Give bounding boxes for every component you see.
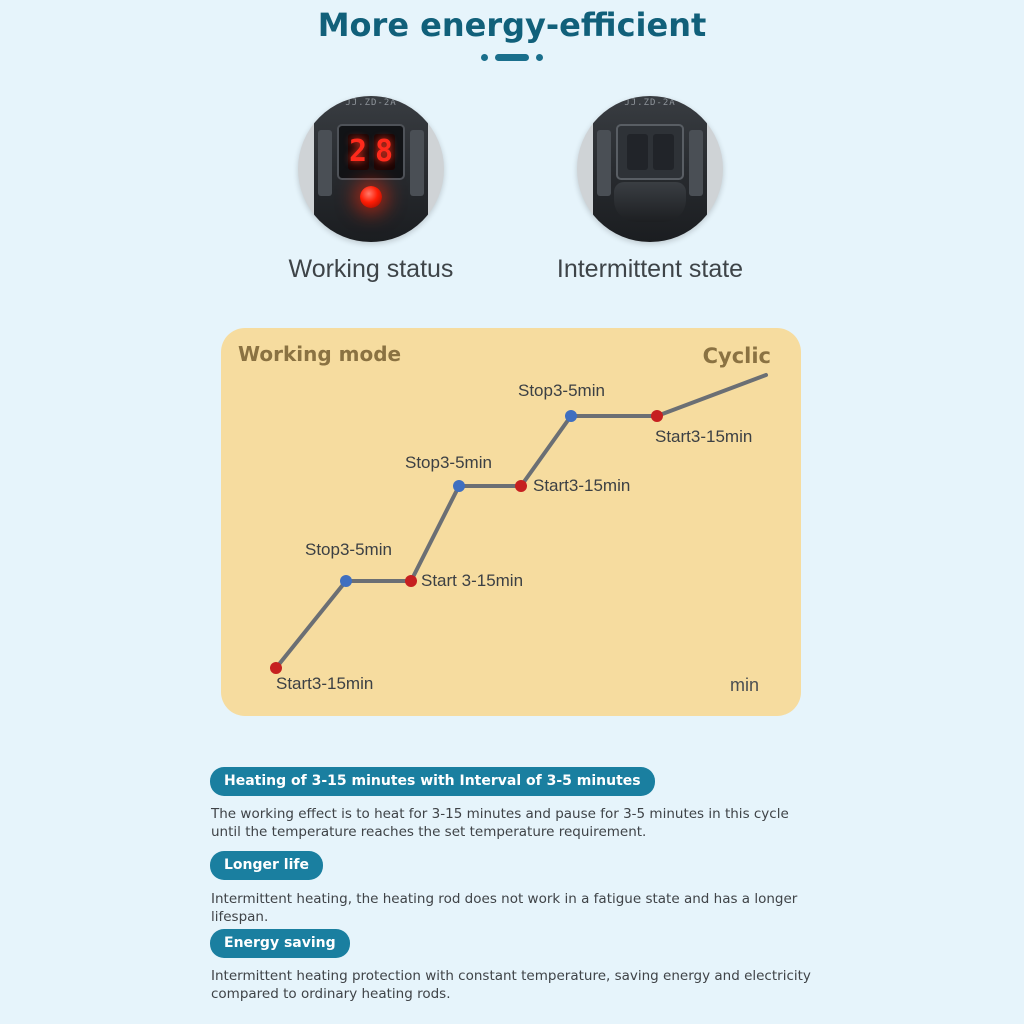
- decor-dot-right: [536, 54, 543, 61]
- display-digit-2-off: [653, 134, 674, 170]
- chart-label-stop-1: Stop3-5min: [305, 540, 392, 559]
- display-digit-1-off: [627, 134, 648, 170]
- chart-label-start-4: Start3-15min: [655, 427, 753, 446]
- chart-point-start-1: [270, 662, 282, 674]
- feature-pill-longer-life: Longer life: [210, 851, 323, 880]
- chart-step-line: [276, 375, 766, 668]
- chart-point-start-4: [651, 410, 663, 422]
- chart-title: Working mode: [238, 342, 402, 366]
- chart-point-stop-3: [565, 410, 577, 422]
- device-display-intermittent: [616, 124, 684, 180]
- photo-working-status: [298, 96, 444, 242]
- display-digit-2: 8: [374, 134, 394, 169]
- device-side-right-intermittent: [689, 130, 703, 196]
- page-title: More energy-efficient: [317, 6, 707, 44]
- feature-text-energy-saving: Intermittent heating protection with constant temperature, saving energy and electricity compared to ordinary heating rods.: [211, 968, 811, 1003]
- chart-label-start-1: Start3-15min: [276, 674, 374, 693]
- chart-cyclic-label: Cyclic: [702, 344, 771, 368]
- feature-text-longer-life: Intermittent heating, the heating rod does not work in a fatigue state and has a longer lifespan.: [211, 891, 798, 926]
- chart-point-start-3: [515, 480, 527, 492]
- title-underline-decoration: [0, 50, 1024, 64]
- device-model-text-intermittent: JJ.ZD-2A: [624, 98, 676, 108]
- feature-pill-energy-saving: Energy saving: [210, 929, 350, 958]
- device-body-intermittent: [593, 96, 707, 242]
- photo-label-working-status: Working status: [288, 255, 454, 283]
- device-display-working: [337, 124, 405, 180]
- device-body-working: [314, 96, 428, 242]
- chart-plot: [221, 328, 801, 716]
- decor-dot-left: [481, 54, 488, 61]
- chart-point-start-2: [405, 575, 417, 587]
- device-side-right-working: [410, 130, 424, 196]
- chart-label-stop-3: Stop3-5min: [518, 381, 605, 400]
- device-knob: [614, 182, 686, 222]
- feature-text-heating-interval: The working effect is to heat for 3-15 minutes and pause for 3-5 minutes in this cycle until the temperature reaches the set temperature requirement.: [211, 806, 789, 841]
- chart-point-stop-1: [340, 575, 352, 587]
- indicator-led-on: [360, 186, 382, 208]
- photo-intermittent-state: [577, 96, 723, 242]
- decor-bar: [495, 54, 529, 61]
- working-mode-chart-card: [221, 328, 801, 716]
- device-side-left-intermittent: [597, 130, 611, 196]
- photo-label-intermittent-state: Intermittent state: [556, 255, 744, 283]
- chart-point-stop-2: [453, 480, 465, 492]
- chart-label-start-2: Start 3-15min: [421, 571, 524, 590]
- chart-label-start-3: Start3-15min: [533, 476, 631, 495]
- display-digit-1: 2: [348, 134, 368, 169]
- feature-pill-heating-interval: Heating of 3-15 minutes with Interval of 3-5 minutes: [210, 767, 655, 796]
- chart-label-stop-2: Stop3-5min: [405, 453, 492, 472]
- chart-x-axis-label: min: [729, 675, 759, 695]
- device-side-left-working: [318, 130, 332, 196]
- device-model-text-working: JJ.ZD-2A: [345, 98, 397, 108]
